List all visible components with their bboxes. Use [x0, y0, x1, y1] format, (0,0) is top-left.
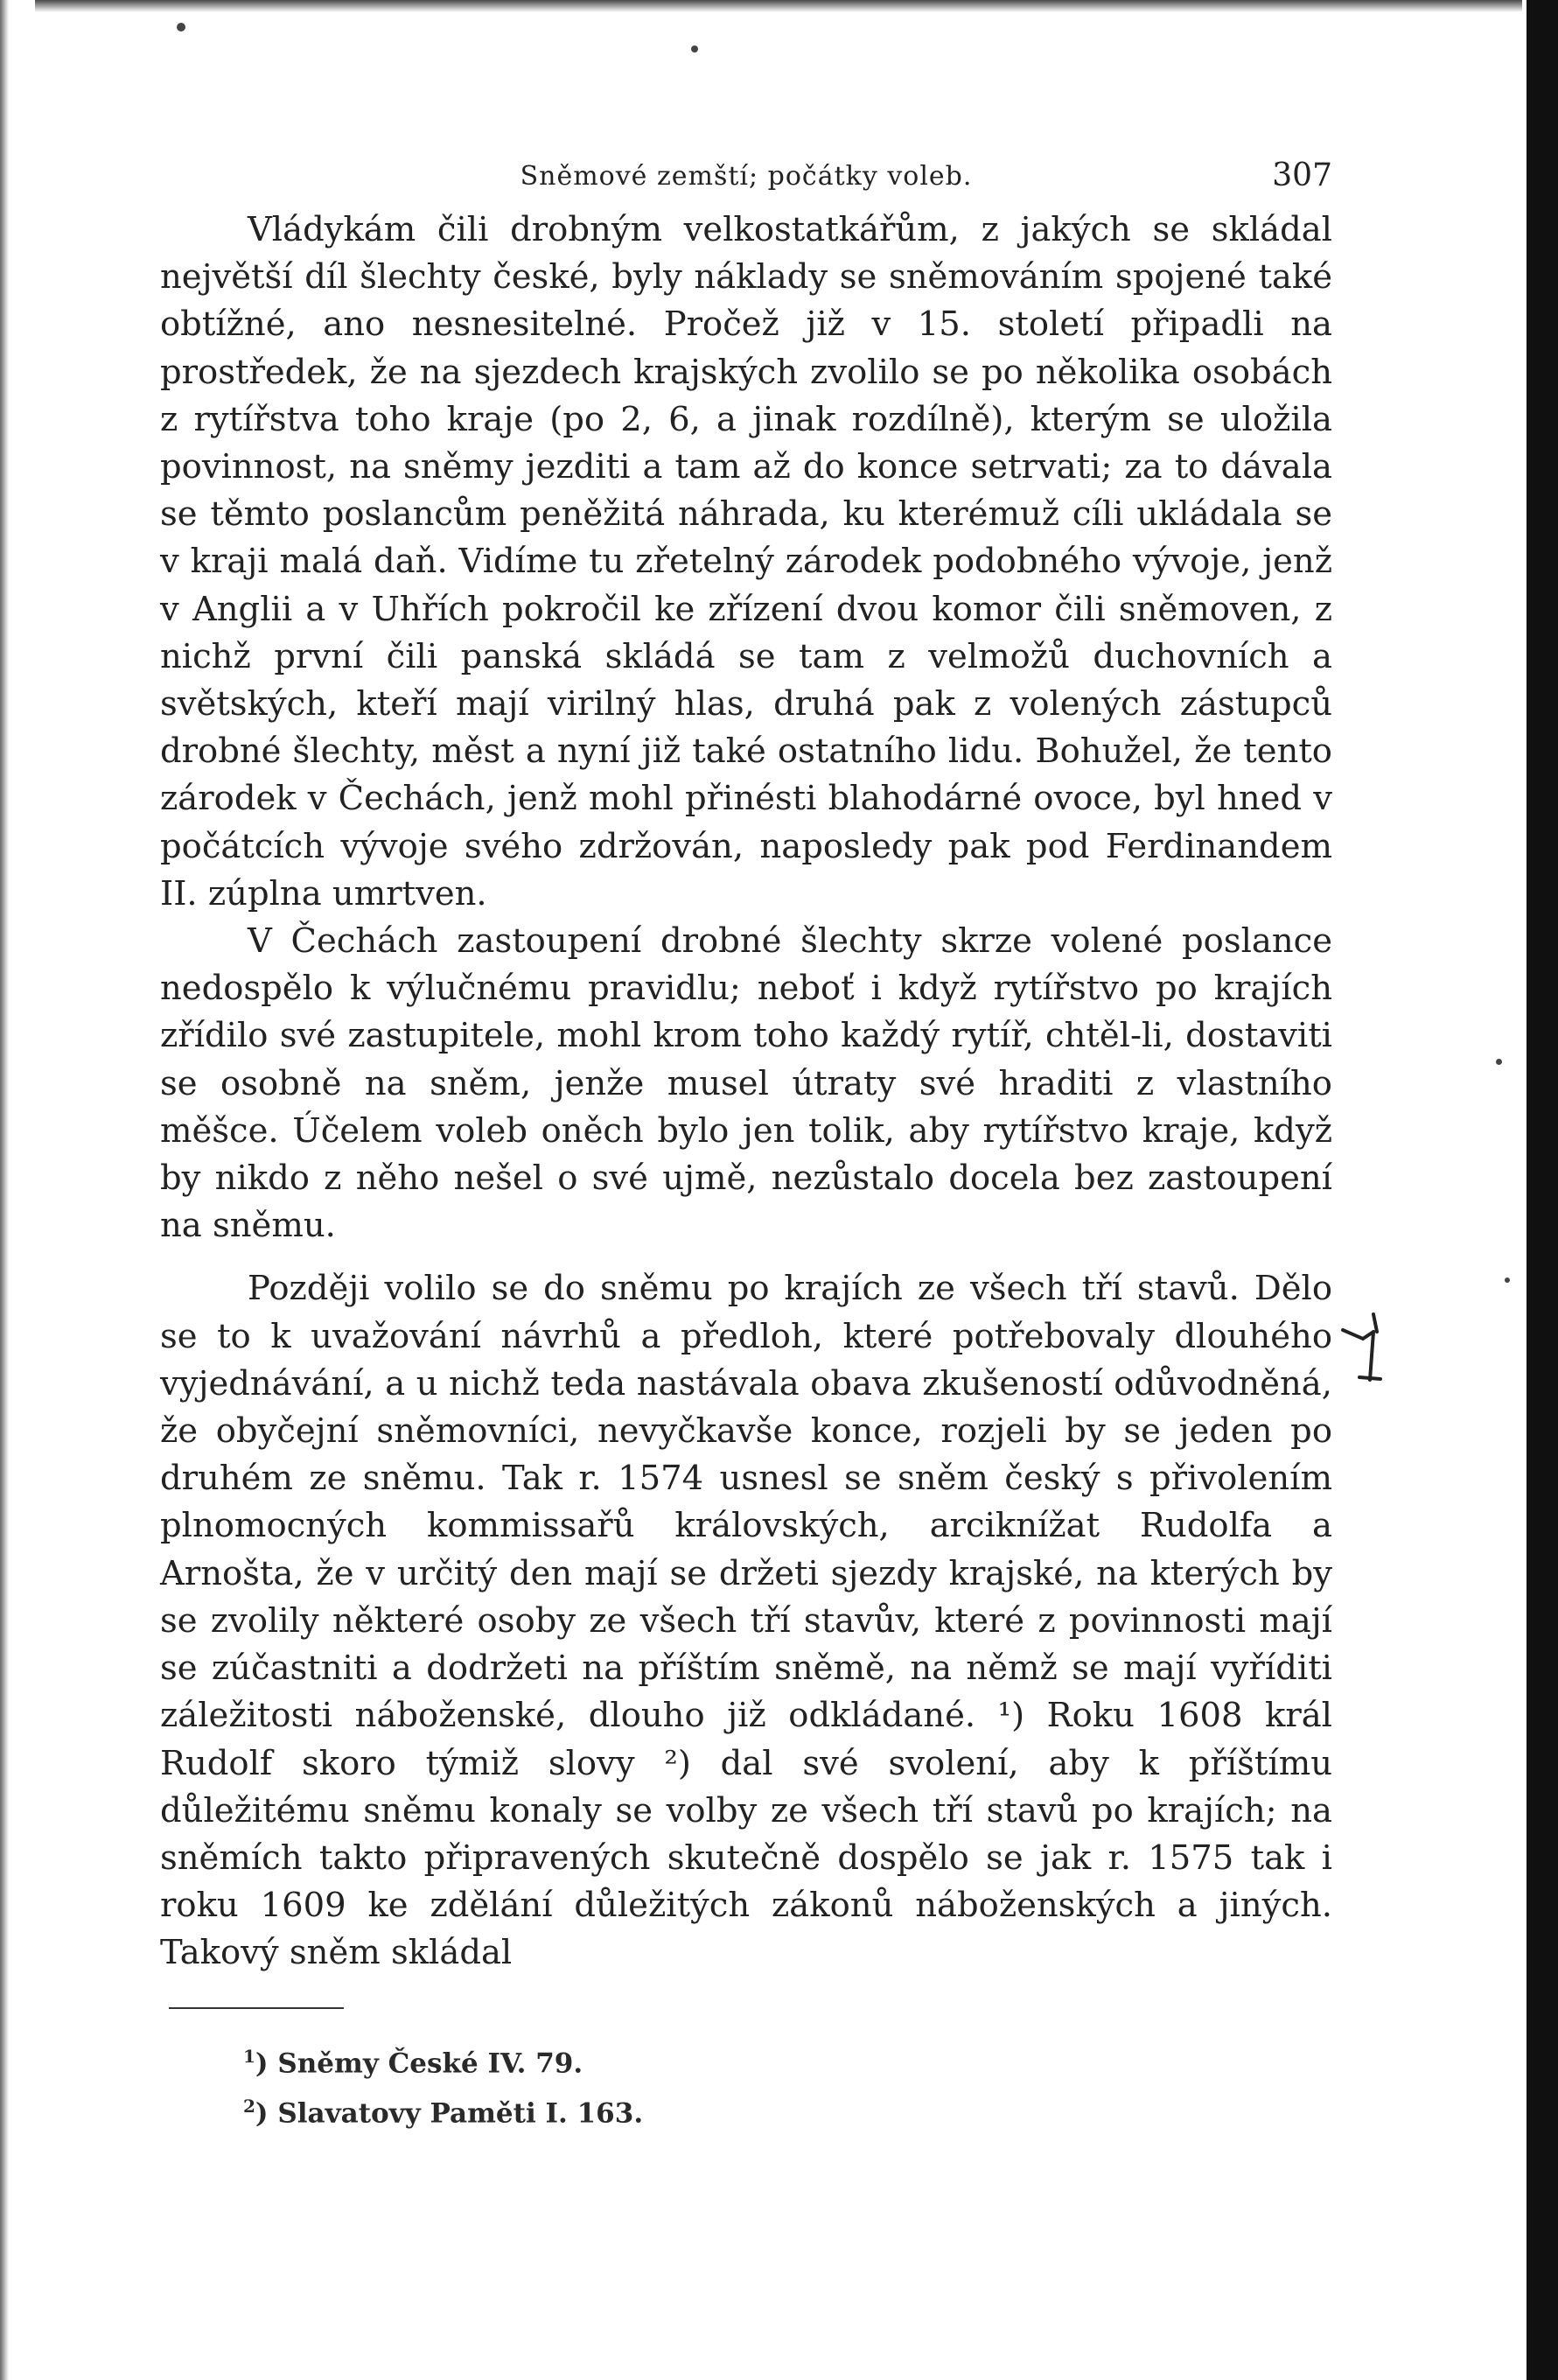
paragraph: Později volilo se do sněmu po krajích ze všech tří stavů. Dělo se to k uvažování návrhů a předloh, které potřebovaly dlouhého vyjednávání, a u nichž teda nastávala obava zkušeností odůvodněná, že obyčejní sněmovníci, nevyčkavše konce, rozjeli by se jeden po druhém ze sněmu. Tak r. 1574 usnesl se sněm český s přivolením plnomocných kommissařů královských, arciknížat Rudolfa a Arnošta, že v určitý den mají se držeti sjezdy krajské, na kterých by se zvolily některé osoby ze všech tří stavův, které z povinnosti mají se zúčastniti a dodržeti na příštím sněmě, na němž se mají vyříditi záležitosti náboženské, dlouho již odkládané. ¹) Roku 1608 král Rudolf skoro týmiž slovy ²) dal své svolení, aby k příštímu důležitému sněmu konaly se volby ze všech tří stavů po krajích; na sněmích takto připravených skutečně dospělo se jak r. 1575 tak i roku 1609 ke zdělání důležitých zákonů náboženských a jiných. Takový sněm skládal — [160, 1269, 1332, 1973]
scan-speck — [1496, 1059, 1502, 1065]
running-title: Sněmové zemští; počátky voleb. — [520, 161, 973, 192]
scan-border-top — [35, 0, 1522, 12]
footnote — [243, 2085, 1332, 2135]
page-header — [160, 131, 1332, 192]
footnote-text: ) Sněmy České IV. 79. — [255, 2047, 583, 2079]
footnote-mark: 2 — [243, 2095, 255, 2117]
book-page — [160, 131, 1332, 2135]
footnote — [243, 2035, 1332, 2085]
scan-speck — [1505, 1278, 1510, 1283]
footnote-mark: 1 — [243, 2045, 255, 2067]
footnote-divider — [169, 2007, 344, 2009]
scan-border-left — [0, 0, 9, 2380]
handwritten-margin-mark-icon — [1338, 1306, 1400, 1384]
paragraph: V Čechách zastoupení drobné šlechty skrze volené poslance nedospělo k výlučnému pravidlu; neboť i když rytířstvo po krajích zřídilo své zastupitele, mohl krom toho každý rytíř, chtěl-li, dostaviti se osobně na sněm, jenže musel útraty své hraditi z vlastního měšce. Účelem voleb oněch bylo jen tolik, aby rytířstvo kraje, když by nikdo z něho nešel o své ujmě, nezůstalo docela bez zastoupení na sněmu. — [160, 921, 1332, 1246]
scan-border-right — [1527, 0, 1558, 2380]
paragraph: Vládykám čili drobným velkostatkářům, z jakých se skládal největší díl šlechty české, byly náklady se sněmováním spojené také obtížné, ano nesnesitelné. Pročež již v 15. století připadli na prostředek, že na sjezdech krajských zvolilo se po několika osobách z rytířstva toho kraje (po 2, 6, a jinak rozdílně), kterým se uložila povinnost, na sněmy jezditi a tam až do konce setrvati; za to dávala se těmto poslancům peněžitá náhrada, ku kterémuž cíli ukládala se v kraji malá daň. Vidíme tu zřetelný zárodek podobného vývoje, jenž v Anglii a v Uhřích pokročil ke zřízení dvou komor čili sněmoven, z nichž první čili panská skládá se tam z velmožů duchovních a světských, kteří mají virilný hlas, druhá pak z volených zástupců drobné šlechty, měst a nyní již také ostatního lidu. Bohužel, že tento zárodek v Čechách, jenž mohl přinésti blahodárné ovoce, byl hned v počátcích vývoje svého zdržován, naposledy pak pod Ferdinandem II. zúplna umrtven. — [160, 210, 1332, 914]
scan-speck — [177, 23, 185, 32]
footnotes — [243, 2035, 1332, 2136]
page-number: 307 — [1272, 158, 1332, 193]
footnote-text: ) Slavatovy Paměti I. 163. — [255, 2097, 644, 2130]
scan-speck — [691, 46, 698, 52]
body-text — [160, 206, 1332, 1978]
